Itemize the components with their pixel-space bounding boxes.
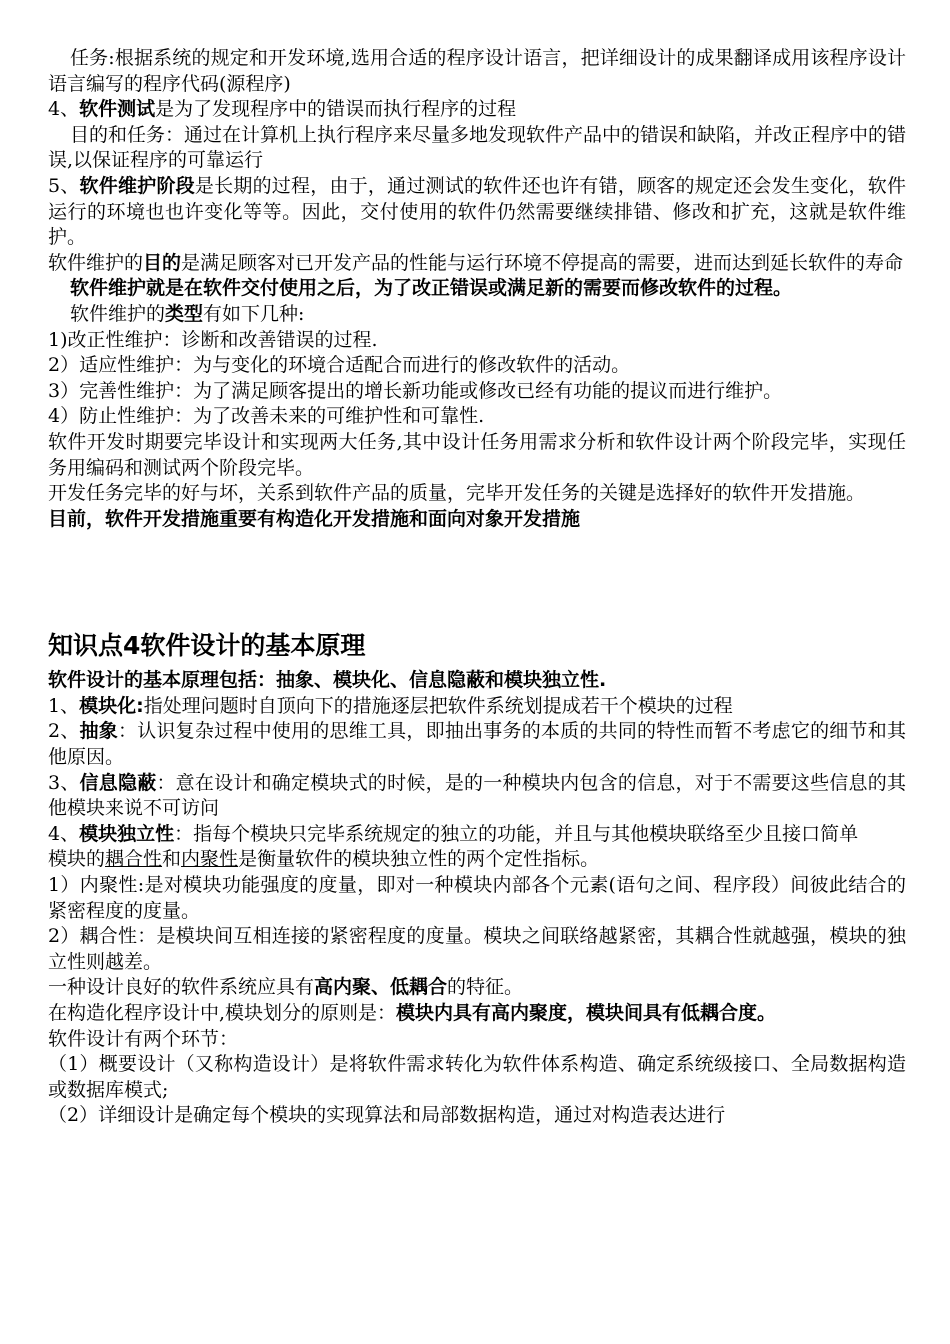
term-software-testing: 软件测试 (79, 98, 156, 121)
paragraph-coding-task: 任务:根据系统的规定和开发环境,选用合适的程序设计语言，把详细设计的成果翻译成用该程序设计语言编写的程序代码(源程序) (48, 47, 906, 95)
paragraph-module-division: 在构造化程序设计中,模块划分的原则是：模块内具有高内聚度，模块间具有低耦合度。 (48, 1002, 777, 1024)
paragraph-dev-methods: 目前，软件开发措施重要有构造化开发措施和面向对象开发措施 (48, 507, 581, 530)
term-info-hiding: 信息隐蔽 (79, 771, 157, 794)
paragraph-maintenance-types: 软件维护的类型有如下几种: (70, 302, 305, 325)
paragraph-abstraction: 2、抽象：认识复杂过程中使用的思维工具，即抽出事务的本质的共同的特性而暂不考虑它的细节和其他原因。 (48, 720, 906, 769)
paragraph-maintenance: 5、软件维护阶段是长期的过程，由于，通过测试的软件还也许有错，顾客的规定还会发生变化，软件运行的环境也也许变化等等。因此，交付使用的软件仍然需要继续排错、修改和扩充，这就是软件维护。 (48, 174, 906, 249)
paragraph-design-steps: 软件设计有两个环节： (48, 1027, 239, 1050)
list-item-outline-design: （1）概要设计（又称构造设计）是将软件需求转化为软件体系构造、确定系统级接口、全局数据构造或数据库模式; (48, 1053, 906, 1101)
paragraph-testing-goal: 目的和任务：通过在计算机上执行程序来尽量多地发现软件产品中的错误和缺陷，并改正程序中的错误,以保证程序的可靠运行 (48, 123, 907, 172)
list-item-adaptive: 2）适应性维护：为与变化的环境合适配合而进行的修改软件的活动。 (48, 354, 631, 377)
paragraph-maintenance-goal: 软件维护的目的是满足顾客对已开发产品的性能与运行环境不停提高的需要，进而达到延长软件的寿命 (48, 251, 904, 274)
term-modularity: 模块化: (79, 694, 144, 717)
list-item-cohesion: 1）内聚性:是对模块功能强度的度量，即对一种模块内部各个元素(语句之间、程序段）间彼此结合的紧密程度的度量。 (48, 874, 906, 922)
list-item-corrective: 1)改正性维护：诊断和改善错误的过程. (48, 328, 378, 351)
paragraph-dev-tasks: 软件开发时期要完毕设计和实现两大任务,其中设计任务用需求分析和软件设计两个阶段完毕，实现任务用编码和测试两个阶段完毕。 (48, 430, 906, 479)
term-coupling: 耦合性 (105, 848, 163, 871)
list-item-detail-design: （2）详细设计是确定每个模块的实现算法和局部数据构造，通过对构造表达进行 (48, 1104, 726, 1127)
paragraph-testing: 4、软件测试是为了发现程序中的错误而执行程序的过程 (48, 98, 517, 121)
list-item-coupling: 2）耦合性：是模块间互相连接的紧密程度的度量。模块之间联络越紧密，其耦合性就越强，模块的独立性则越差。 (48, 925, 906, 973)
term-high-cohesion-low-coupling: 高内聚、低耦合 (314, 976, 448, 999)
term-goal: 目的 (143, 251, 182, 274)
paragraph-principles: 软件设计的基本原理包括：抽象、模块化、信息隐蔽和模块独立性. (48, 669, 607, 692)
document-page (48, 46, 906, 1129)
paragraph-dev-quality: 开发任务完毕的好与坏，关系到软件产品的质量，完毕开发任务的关键是选择好的软件开发措施。 (48, 482, 866, 505)
paragraph-good-design: 一种设计良好的软件系统应具有高内聚、低耦合的特征。 (48, 976, 524, 999)
paragraph-modularity: 1、模块化:指处理问题时自顶向下的措施逐层把软件系统划提成若干个模块的过程 (48, 694, 733, 717)
term-abstraction: 抽象 (79, 720, 118, 743)
term-maintenance-phase: 软件维护阶段 (79, 174, 195, 197)
term-independence: 模块独立性 (79, 822, 175, 845)
paragraph-maintenance-definition: 软件维护就是在软件交付使用之后，为了改正错误或满足新的需要而修改软件的过程。 (70, 277, 793, 300)
section-heading: 知识点4软件设计的基本原理 (48, 631, 366, 661)
term-type: 类型 (165, 302, 204, 325)
paragraph-independence: 4、模块独立性：指每个模块只完毕系统规定的独立的功能，并且与其他模块联络至少且接口简单 (48, 822, 859, 845)
paragraph-metrics: 模块的耦合性和内聚性是衡量软件的模块独立性的两个定性指标。 (48, 848, 600, 871)
list-item-perfective: 3）完善性维护：为了满足顾客提出的增长新功能或修改已经有功能的提议而进行维护。 (48, 379, 783, 402)
section-gap (48, 532, 906, 628)
term-cohesion: 内聚性 (181, 848, 239, 871)
paragraph-info-hiding: 3、信息隐蔽：意在设计和确定模块式的时候，是的一种模块内包含的信息，对于不需要这些信息的其他模块来说不可访问 (48, 771, 906, 820)
list-item-preventive: 4）防止性维护：为了改善未来的可维护性和可靠性. (48, 405, 485, 428)
